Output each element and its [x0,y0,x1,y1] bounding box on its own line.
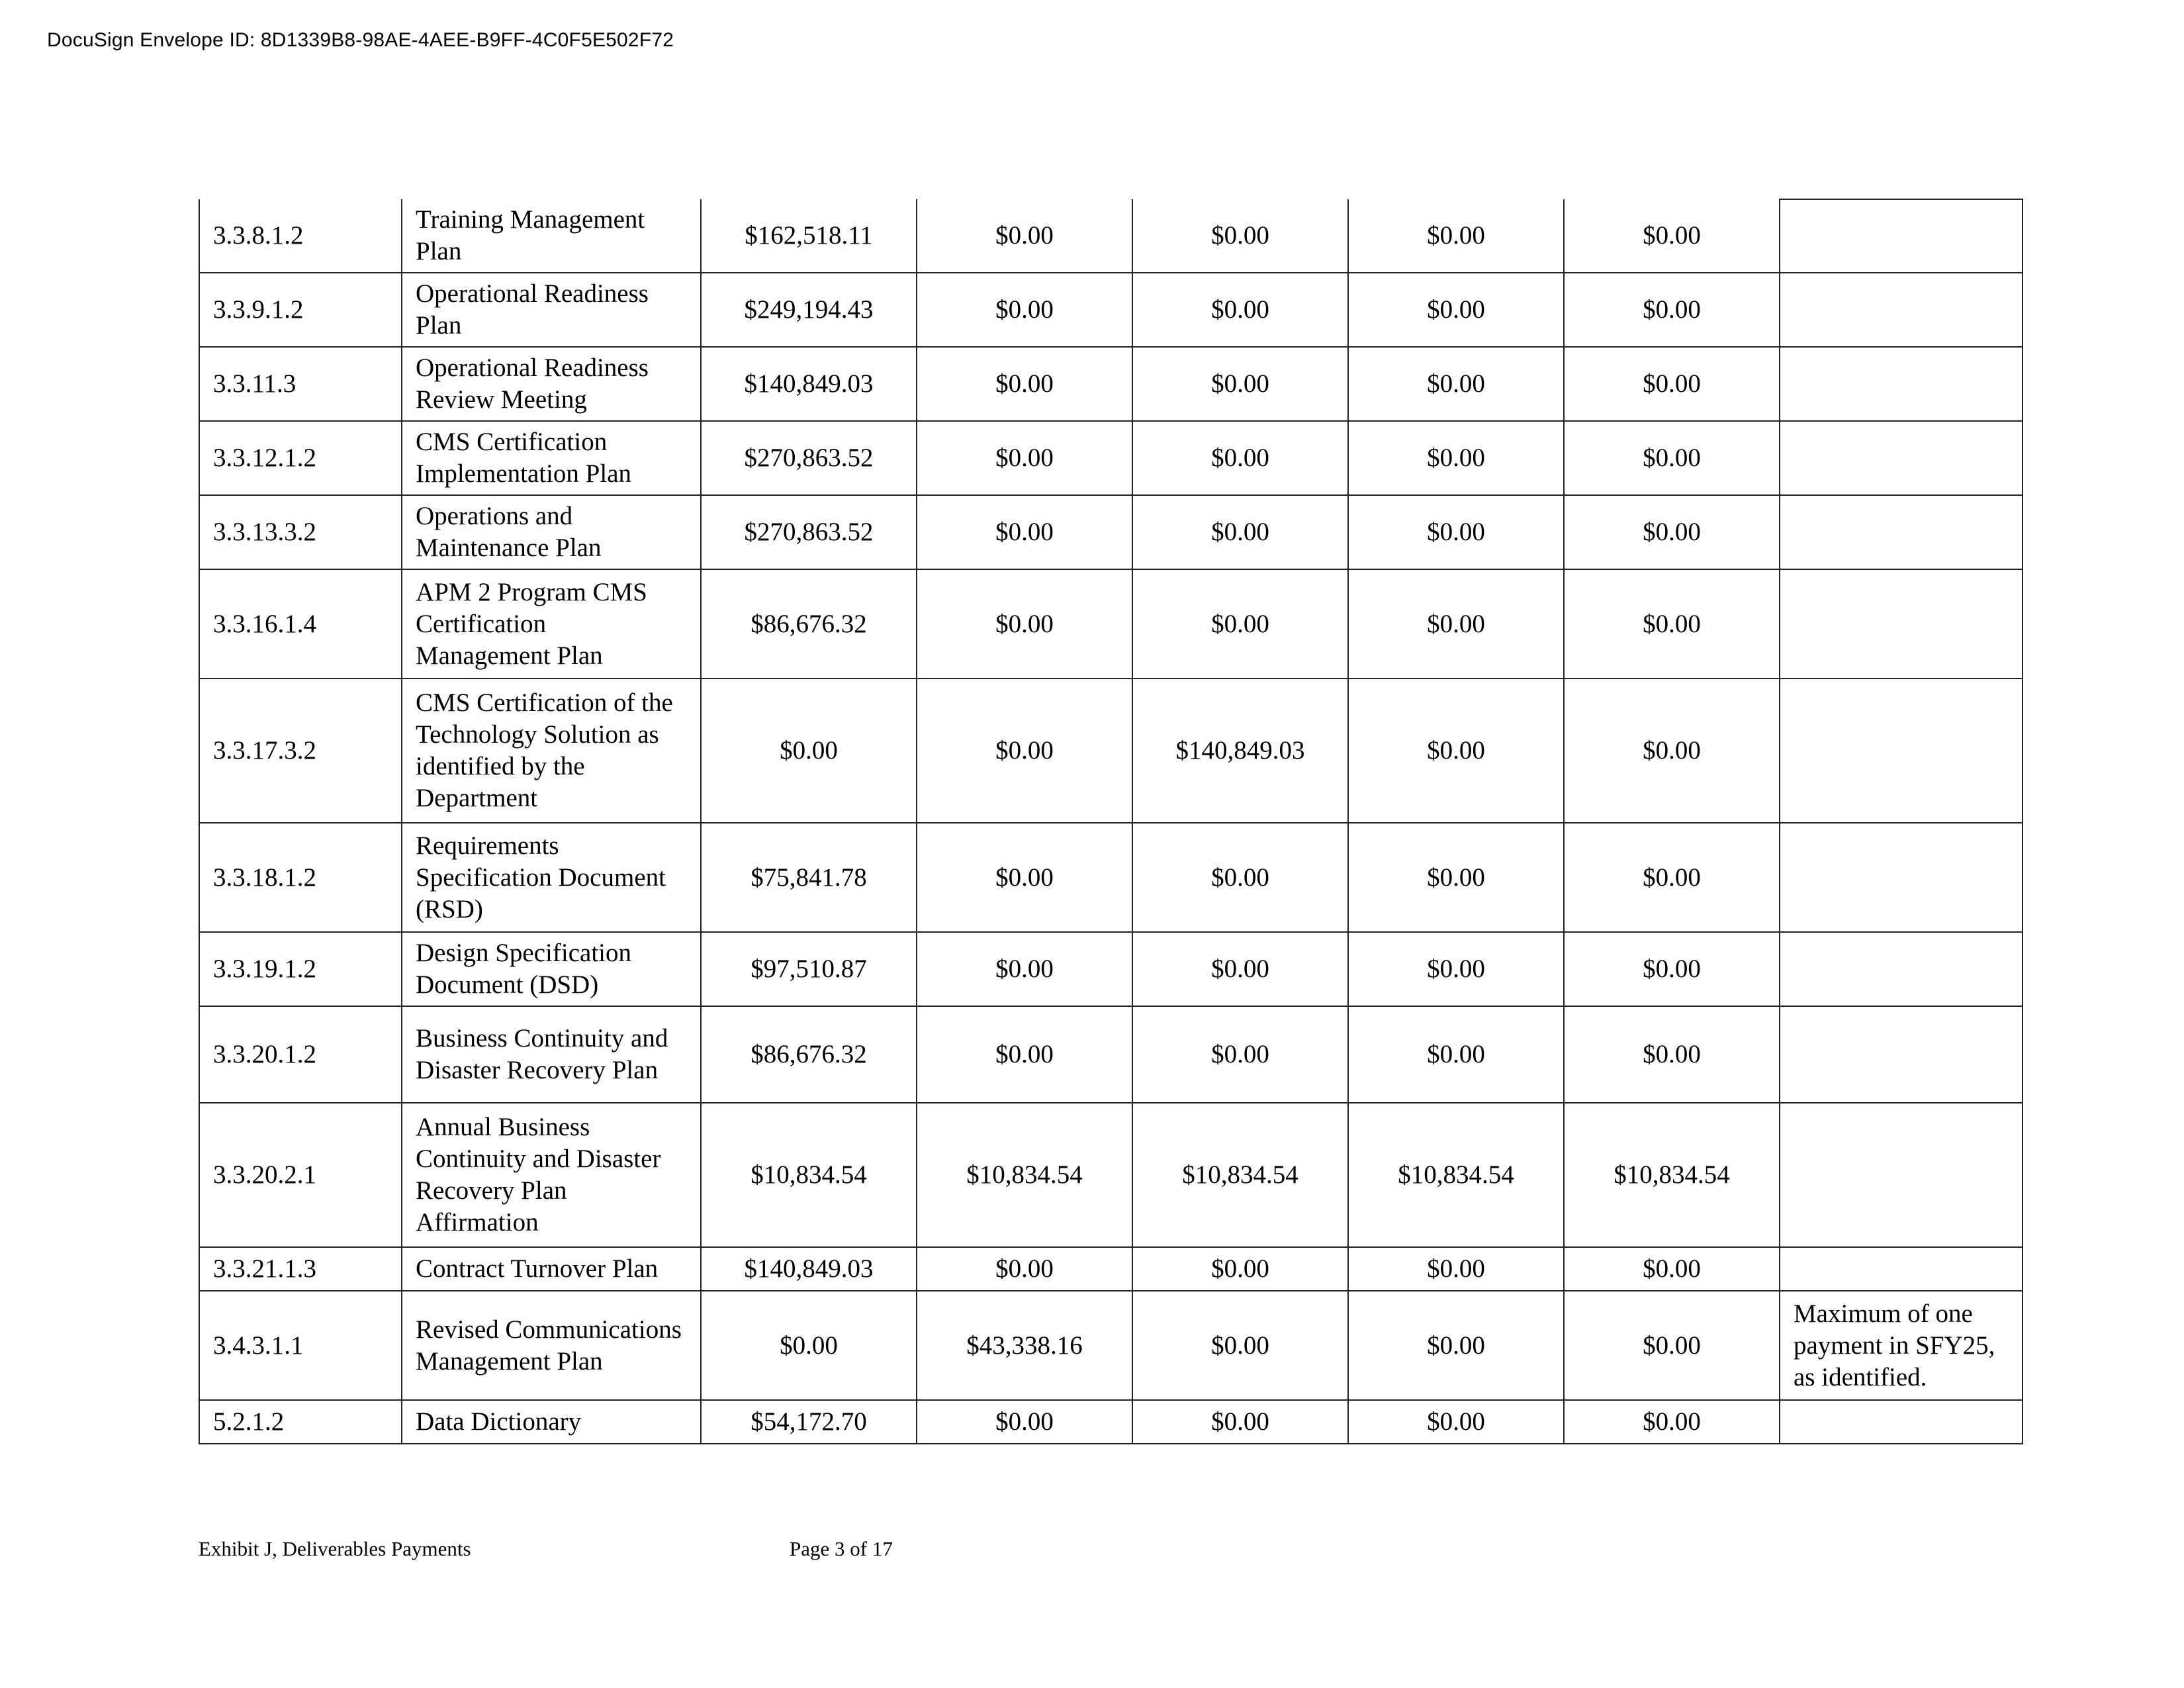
deliverable-number-cell: 5.2.1.2 [199,1400,402,1444]
payment-amount-cell: $0.00 [1132,273,1348,347]
note-cell [1780,1400,2023,1444]
note-cell [1780,823,2023,932]
payment-amount-cell: $0.00 [1132,1006,1348,1103]
payment-amount-cell: $0.00 [1132,421,1348,495]
deliverable-number-cell: 3.3.12.1.2 [199,421,402,495]
deliverable-number-cell: 3.3.16.1.4 [199,569,402,679]
deliverable-number-cell: 3.3.11.3 [199,347,402,421]
payment-amount-cell: $0.00 [917,495,1132,569]
deliverable-name-cell: APM 2 Program CMS Certification Management Plan [402,569,701,679]
deliverable-number-cell: 3.3.9.1.2 [199,273,402,347]
payment-amount-cell: $0.00 [1132,495,1348,569]
payment-amount-cell: $0.00 [1132,823,1348,932]
payment-amount-cell: $0.00 [1348,679,1564,823]
payment-amount-cell: $0.00 [1132,1247,1348,1291]
payment-amount-cell: $10,834.54 [1348,1103,1564,1247]
deliverable-name-cell: Operations and Maintenance Plan [402,495,701,569]
deliverable-number-cell: 3.3.20.1.2 [199,1006,402,1103]
payment-amount-cell: $0.00 [1564,1006,1780,1103]
deliverable-name-cell: Requirements Specification Document (RSD) [402,823,701,932]
footer-page-number: Page 3 of 17 [790,1537,893,1560]
payment-amount-cell: $0.00 [1348,199,1564,273]
payment-amount-cell: $0.00 [1564,1247,1780,1291]
deliverable-name-cell: CMS Certification Implementation Plan [402,421,701,495]
deliverable-number-cell: 3.3.20.2.1 [199,1103,402,1247]
payment-amount-cell: $0.00 [917,823,1132,932]
note-cell [1780,1103,2023,1247]
deliverable-number-cell: 3.3.17.3.2 [199,679,402,823]
payment-amount-cell: $0.00 [1348,347,1564,421]
payment-amount-cell: $0.00 [1348,495,1564,569]
payment-amount-cell: $140,849.03 [701,347,917,421]
note-cell [1780,679,2023,823]
payment-amount-cell: $0.00 [1348,932,1564,1006]
payment-amount-cell: $0.00 [1564,273,1780,347]
payment-amount-cell: $0.00 [917,679,1132,823]
payment-amount-cell: $43,338.16 [917,1291,1132,1400]
payment-amount-cell: $0.00 [1564,679,1780,823]
table-row [199,1006,2023,1103]
deliverable-name-cell: Annual Business Continuity and Disaster Recovery Plan Affirmation [402,1103,701,1247]
note-cell [1780,495,2023,569]
payment-amount-cell: $249,194.43 [701,273,917,347]
payment-amount-cell: $0.00 [1132,1291,1348,1400]
deliverable-name-cell: Contract Turnover Plan [402,1247,701,1291]
payment-amount-cell: $10,834.54 [1132,1103,1348,1247]
table-row [199,1103,2023,1247]
payment-amount-cell: $97,510.87 [701,932,917,1006]
payment-amount-cell: $54,172.70 [701,1400,917,1444]
deliverables-payments-table [199,199,2023,1444]
footer-exhibit-title: Exhibit J, Deliverables Payments [199,1537,471,1560]
deliverable-name-cell: Business Continuity and Disaster Recovery Plan [402,1006,701,1103]
table-row [199,421,2023,495]
table-row [199,823,2023,932]
payment-amount-cell: $10,834.54 [1564,1103,1780,1247]
table-row [199,1247,2023,1291]
payment-amount-cell: $0.00 [1132,569,1348,679]
table-row [199,679,2023,823]
note-cell [1780,273,2023,347]
payment-amount-cell: $75,841.78 [701,823,917,932]
payment-amount-cell: $0.00 [1348,823,1564,932]
note-cell [1780,569,2023,679]
payment-amount-cell: $0.00 [917,273,1132,347]
deliverable-name-cell: Design Specification Document (DSD) [402,932,701,1006]
table-row [199,495,2023,569]
payment-amount-cell: $86,676.32 [701,569,917,679]
payment-amount-cell: $0.00 [917,1006,1132,1103]
note-cell: Maximum of one payment in SFY25, as identified. [1780,1291,2023,1400]
deliverable-number-cell: 3.4.3.1.1 [199,1291,402,1400]
deliverable-name-cell: Operational Readiness Plan [402,273,701,347]
payment-amount-cell: $0.00 [1564,199,1780,273]
payment-amount-cell: $0.00 [701,1291,917,1400]
note-cell [1780,347,2023,421]
payment-amount-cell: $0.00 [1564,495,1780,569]
payment-amount-cell: $0.00 [1132,199,1348,273]
table-row [199,1400,2023,1444]
table-row [199,569,2023,679]
payment-amount-cell: $86,676.32 [701,1006,917,1103]
payment-amount-cell: $0.00 [1348,421,1564,495]
docusign-envelope-id: DocuSign Envelope ID: 8D1339B8-98AE-4AEE-B9FF-4C0F5E502F72 [47,29,674,51]
payment-amount-cell: $0.00 [1348,273,1564,347]
payment-amount-cell: $0.00 [917,1400,1132,1444]
payment-amount-cell: $0.00 [1348,569,1564,679]
payment-amount-cell: $0.00 [917,1247,1132,1291]
payment-amount-cell: $0.00 [917,421,1132,495]
payment-amount-cell: $10,834.54 [917,1103,1132,1247]
payment-amount-cell: $0.00 [917,569,1132,679]
deliverable-number-cell: 3.3.18.1.2 [199,823,402,932]
payment-amount-cell: $270,863.52 [701,421,917,495]
payment-amount-cell: $10,834.54 [701,1103,917,1247]
payment-amount-cell: $140,849.03 [1132,679,1348,823]
payment-amount-cell: $0.00 [1348,1006,1564,1103]
payment-amount-cell: $162,518.11 [701,199,917,273]
payment-amount-cell: $0.00 [1564,932,1780,1006]
deliverable-name-cell: CMS Certification of the Technology Solution as identified by the Department [402,679,701,823]
table-body [199,199,2023,1444]
payment-amount-cell: $0.00 [1564,1291,1780,1400]
payment-amount-cell: $0.00 [1564,421,1780,495]
deliverable-name-cell: Revised Communications Management Plan [402,1291,701,1400]
payment-amount-cell: $0.00 [1564,569,1780,679]
note-cell [1780,1247,2023,1291]
payment-amount-cell: $0.00 [917,932,1132,1006]
payment-amount-cell: $0.00 [917,347,1132,421]
table-row [199,1291,2023,1400]
payment-amount-cell: $140,849.03 [701,1247,917,1291]
payment-amount-cell: $270,863.52 [701,495,917,569]
note-cell [1780,932,2023,1006]
payment-amount-cell: $0.00 [1564,1400,1780,1444]
payment-amount-cell: $0.00 [917,199,1132,273]
deliverable-name-cell: Data Dictionary [402,1400,701,1444]
payment-amount-cell: $0.00 [1132,1400,1348,1444]
payment-amount-cell: $0.00 [1348,1400,1564,1444]
deliverable-name-cell: Training Management Plan [402,199,701,273]
note-cell [1780,199,2023,273]
payment-amount-cell: $0.00 [1132,932,1348,1006]
deliverable-number-cell: 3.3.8.1.2 [199,199,402,273]
payment-amount-cell: $0.00 [1132,347,1348,421]
table-row [199,273,2023,347]
table-row [199,347,2023,421]
table-row [199,199,2023,273]
note-cell [1780,421,2023,495]
payment-amount-cell: $0.00 [1564,823,1780,932]
deliverable-number-cell: 3.3.19.1.2 [199,932,402,1006]
payment-amount-cell: $0.00 [1348,1247,1564,1291]
table-row [199,932,2023,1006]
deliverable-number-cell: 3.3.13.3.2 [199,495,402,569]
deliverable-name-cell: Operational Readiness Review Meeting [402,347,701,421]
payment-amount-cell: $0.00 [701,679,917,823]
payment-amount-cell: $0.00 [1348,1291,1564,1400]
payment-amount-cell: $0.00 [1564,347,1780,421]
deliverable-number-cell: 3.3.21.1.3 [199,1247,402,1291]
note-cell [1780,1006,2023,1103]
